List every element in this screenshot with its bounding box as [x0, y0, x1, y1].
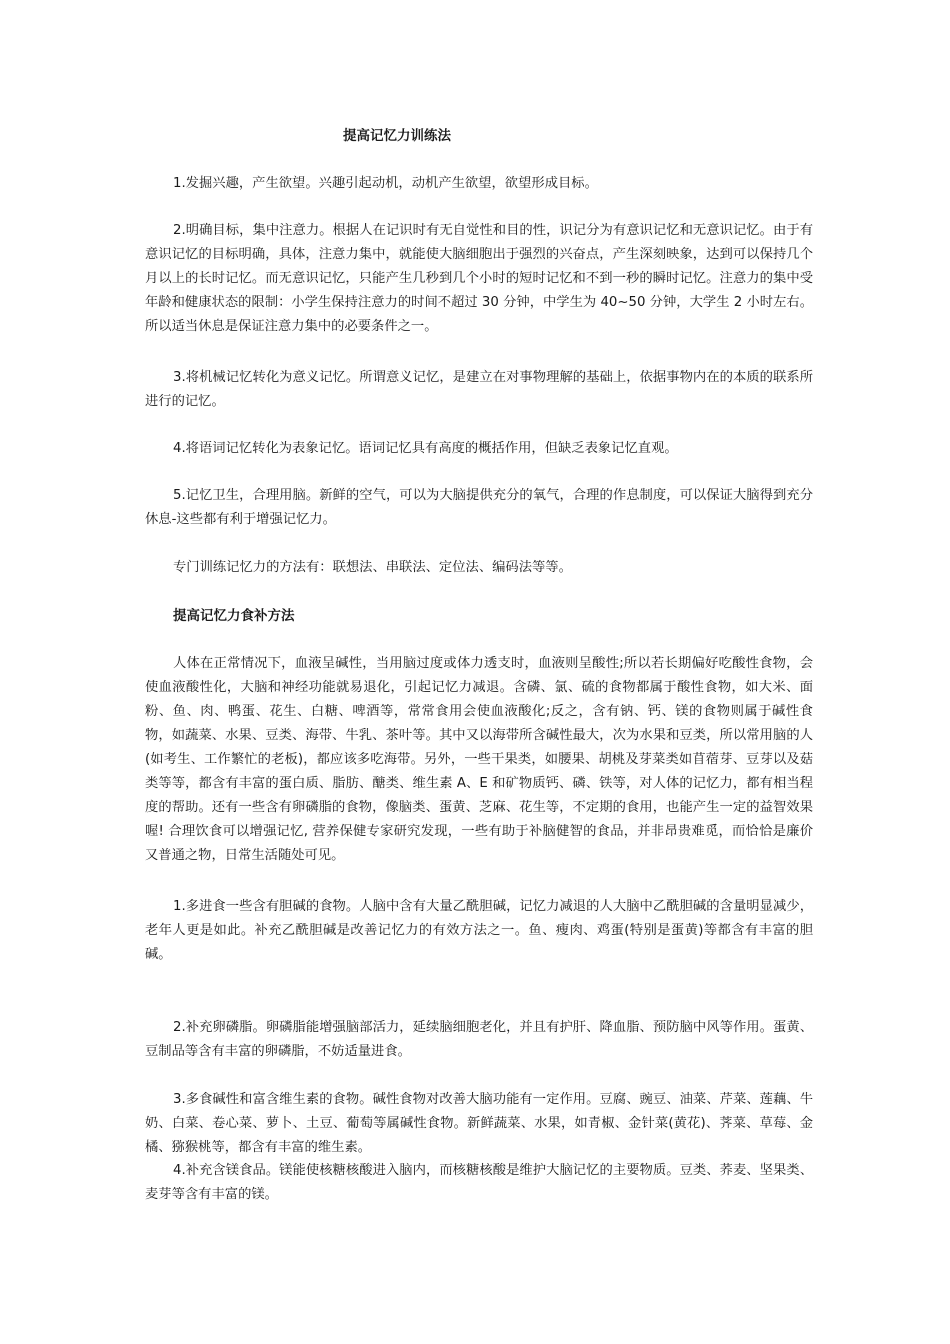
food-item-4: 4.补充含镁食品。镁能使核糖核酸进入脑内，而核糖核酸是维护大脑记忆的主要物质。豆类、荞麦、坚果类、麦芽等含有丰富的镁。 [145, 1163, 813, 1202]
training-methods-note: 专门训练记忆力的方法有：联想法、串联法、定位法、编码法等等。 [173, 560, 572, 575]
food-section-heading: 提高记忆力食补方法 [173, 608, 295, 624]
food-intro-paragraph: 人体在正常情况下，血液呈碱性，当用脑过度或体力透支时，血液则呈酸性;所以若长期偏好吃酸性食物，会使血液酸性化，大脑和神经功能就易退化，引起记忆力减退。含磷、氯、硫的食物都属于酸性食物，如大米、面粉、鱼、肉、鸭蛋、花生、白糖、啤酒等，常常食用会使血液酸化;反之，含有钠、钙、镁的食物则属于碱性食物，如蔬菜、水果、豆类、海带、牛乳、茶叶等。其中又以海带所含碱性最大，次为水果和豆类，所以常用脑的人(如考生、工作繁忙的老板)，都应该多吃海带。另外，一些干果类，如腰果、胡桃及芽菜类如苜蓿芽、豆芽以及菇类等等，都含有丰富的蛋白质、脂肪、醣类、维生素 A、E 和矿物质钙、磷、铁等，对人体的记忆力，都有相当程度的帮助。还有一些含有卵磷脂的食物，像脑类、蛋黄、芝麻、花生等，不定期的食用，也能产生一定的益智效果喔! 合理饮食可以增强记忆, 营养保健专家研究发现，一些有助于补脑健智的食品，并非昂贵难觅，而恰恰是廉价又普通之物，日常生活随处可见。 [145, 656, 813, 863]
document-title: 提高记忆力训练法 [343, 128, 451, 144]
training-item-1: 1.发掘兴趣，产生欲望。兴趣引起动机，动机产生欲望，欲望形成目标。 [173, 176, 598, 191]
food-item-2: 2.补充卵磷脂。卵磷脂能增强脑部活力，延续脑细胞老化，并且有护肝、降血脂、预防脑中风等作用。蛋黄、豆制品等含有丰富的卵磷脂，不妨适量进食。 [145, 1020, 813, 1059]
training-item-5: 5.记忆卫生，合理用脑。新鲜的空气，可以为大脑提供充分的氧气，合理的作息制度，可以保证大脑得到充分休息-这些都有利于增强记忆力。 [145, 488, 813, 527]
food-item-1: 1.多进食一些含有胆碱的食物。人脑中含有大量乙酰胆碱，记忆力减退的人大脑中乙酰胆碱的含量明显减少，老年人更是如此。补充乙酰胆碱是改善记忆力的有效方法之一。鱼、瘦肉、鸡蛋(特别是蛋黄)等都含有丰富的胆碱。 [145, 899, 813, 962]
training-item-2: 2.明确目标，集中注意力。根据人在记识时有无自觉性和目的性，识记分为有意识记忆和无意识记忆。由于有意识记忆的目标明确，具体，注意力集中，就能使大脑细胞出于强烈的兴奋点，产生深刻映象，达到可以保持几个月以上的长时记忆。而无意识记忆，只能产生几秒到几个小时的短时记忆和不到一秒的瞬时记忆。注意力的集中受年龄和健康状态的限制：小学生保持注意力的时间不超过 30 分钟，中学生为 40~50 分钟，大学生 2 小时左右。所以适当休息是保证注意力集中的必要条件之一。 [145, 223, 813, 334]
food-item-3: 3.多食碱性和富含维生素的食物。碱性食物对改善大脑功能有一定作用。豆腐、豌豆、油菜、芹菜、莲藕、牛奶、白菜、卷心菜、萝卜、土豆、葡萄等属碱性食物。新鲜蔬菜、水果，如青椒、金针菜(黄花)、荠菜、草莓、金橘、猕猴桃等，都含有丰富的维生素。 [145, 1092, 813, 1155]
training-item-3: 3.将机械记忆转化为意义记忆。所谓意义记忆，是建立在对事物理解的基础上，依据事物内在的本质的联系所进行的记忆。 [145, 370, 813, 409]
training-item-4: 4.将语词记忆转化为表象记忆。语词记忆具有高度的概括作用，但缺乏表象记忆直观。 [173, 441, 678, 456]
